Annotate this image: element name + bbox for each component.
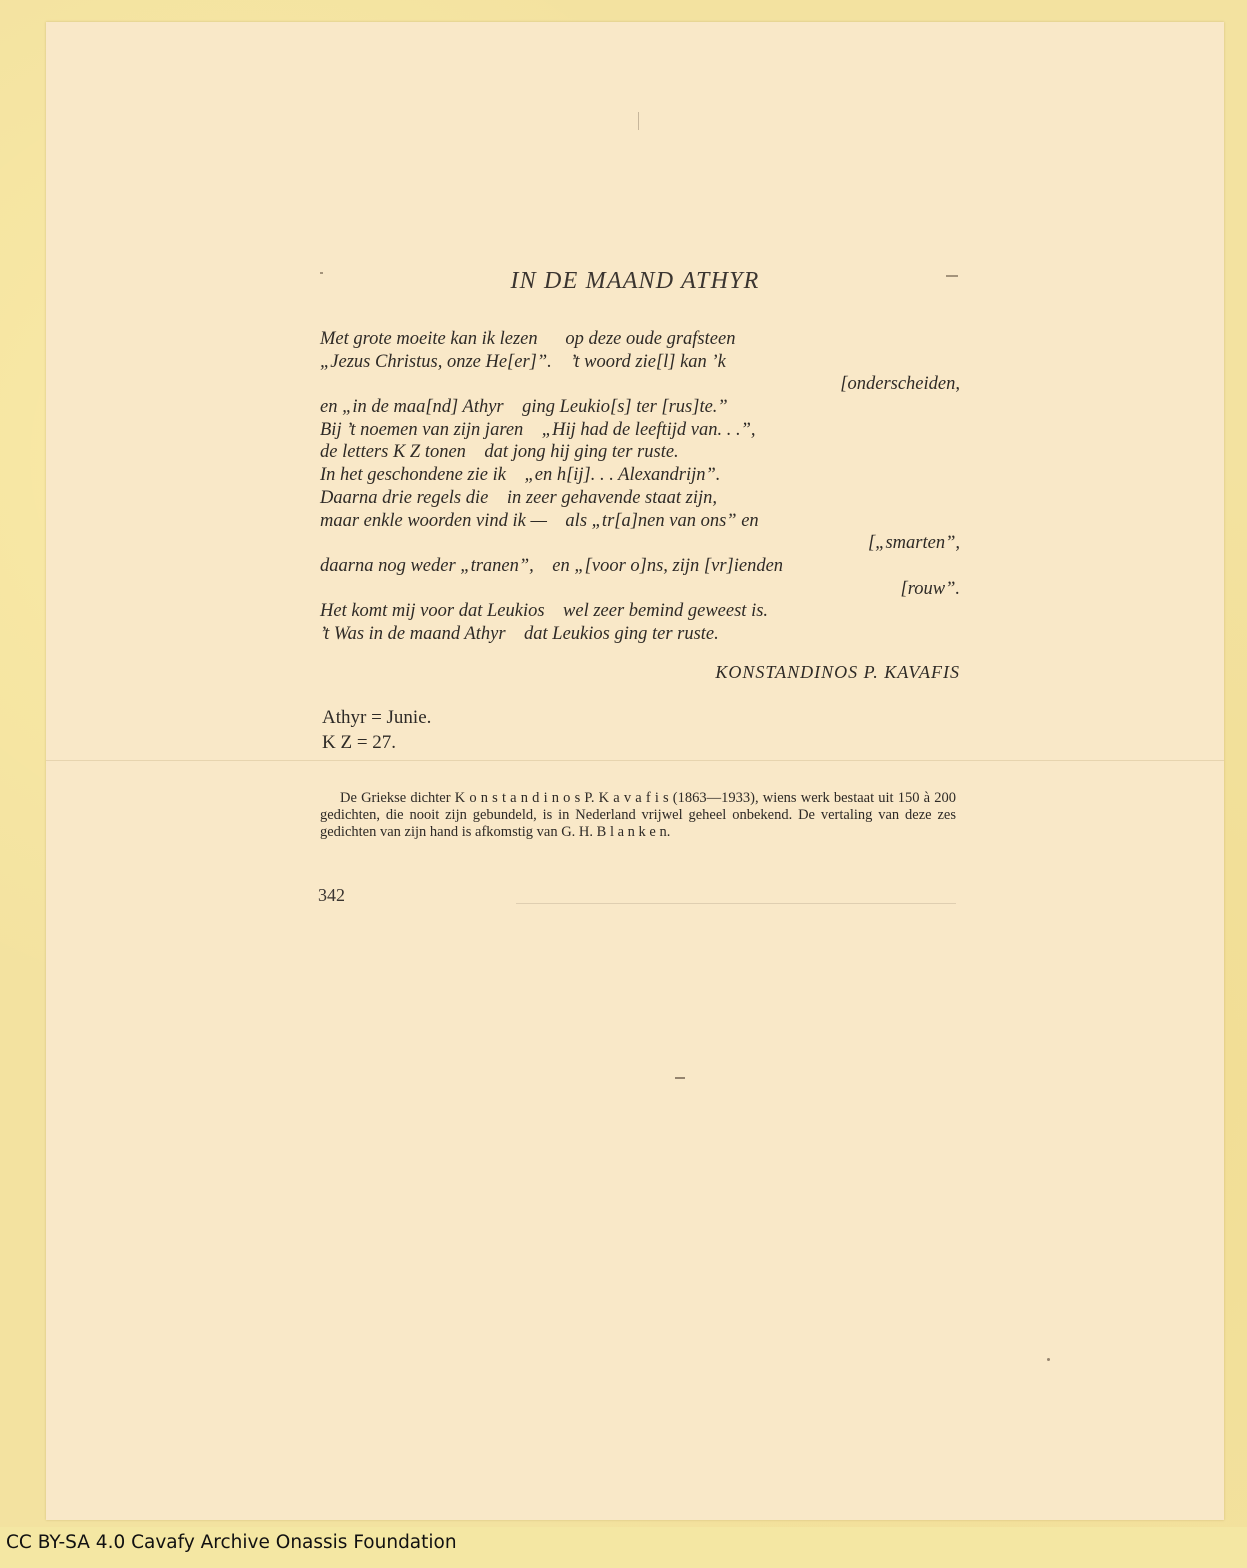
print-mark bbox=[638, 112, 639, 130]
footnote: K Z = 27. bbox=[322, 732, 397, 753]
print-mark bbox=[675, 1077, 685, 1079]
page-fold-line bbox=[46, 760, 1224, 761]
poem-line: „Jezus Christus, onze He[er]”. ’t woord zie[l] kan ’k bbox=[320, 351, 726, 372]
poem-line: daarna nog weder „tranen”, en „[voor o]ns, zijn [vr]ienden bbox=[320, 555, 784, 576]
license-credit: CC BY-SA 4.0 Cavafy Archive Onassis Foundation bbox=[6, 1532, 457, 1553]
poem-line: Daarna drie regels die in zeer gehavende staat zijn, bbox=[320, 487, 718, 508]
footnote: Athyr = Junie. bbox=[322, 707, 432, 728]
poem-line-continuation: [onderscheiden, bbox=[840, 374, 960, 395]
print-mark bbox=[1047, 1358, 1050, 1361]
poem-line: en „in de maa[nd] Athyr ging Leukio[s] ter [rus]te.” bbox=[320, 397, 728, 418]
poem-line: maar enkle woorden vind ik — als „tr[a]nen van ons” en bbox=[320, 510, 759, 531]
poem-line: In het geschondene zie ik „en h[ij]. . . Alexandrijn”. bbox=[320, 465, 721, 486]
poem-line-continuation: [„smarten”, bbox=[867, 533, 960, 554]
page-number: 342 bbox=[318, 885, 345, 905]
poem-line-continuation: [rouw”. bbox=[900, 578, 960, 599]
poem-line: Met grote moeite kan ik lezen op deze oude grafsteen bbox=[320, 329, 736, 349]
footnotes bbox=[322, 705, 431, 755]
editorial-note-text: De Griekse dichter K o n s t a n d i n o s P. K a v a f i s (1863—1933), wiens werk bestaat uit 150 à 200 gedichten, die nooit zijn gebundeld, is in Nederland vrijwel geheel onbekend. De vertaling van deze zes gedichten van zijn hand is afkomstig van G. H. B l a n k e n. bbox=[320, 790, 956, 840]
document-page bbox=[46, 22, 1224, 1520]
editorial-note bbox=[320, 790, 956, 841]
poem-line: de letters K Z tonen dat jong hij ging ter ruste. bbox=[320, 442, 679, 463]
print-mark bbox=[516, 903, 956, 904]
poem-body bbox=[320, 328, 960, 646]
poem-line: ’t Was in de maand Athyr dat Leukios ging ter ruste. bbox=[320, 623, 719, 644]
poem-title: IN DE MAAND ATHYR bbox=[510, 268, 760, 294]
poem-author: KONSTANDINOS P. KAVAFIS bbox=[715, 662, 960, 682]
poem-line: Het komt mij voor dat Leukios wel zeer bemind geweest is. bbox=[320, 601, 769, 622]
poem-line: Bij ’t noemen van zijn jaren „Hij had de leeftijd van. . .”, bbox=[320, 419, 756, 440]
